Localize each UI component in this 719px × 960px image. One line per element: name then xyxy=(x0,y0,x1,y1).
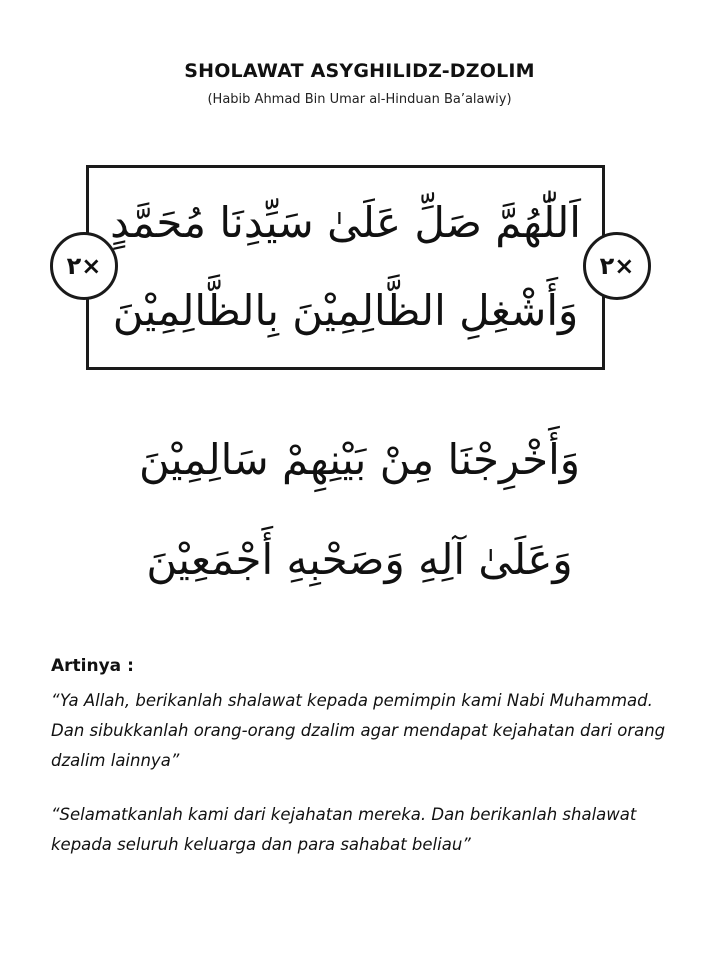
page-subtitle: (Habib Ahmad Bin Umar al-Hinduan Ba’alawiy) xyxy=(207,92,512,107)
verse-box xyxy=(86,165,605,370)
translation-label: Artinya : xyxy=(51,656,134,676)
page-title: SHOLAWAT ASYGHILIDZ-DZOLIM xyxy=(184,60,535,82)
repeat-badge-right: ٢× xyxy=(583,232,651,300)
arabic-verse-line-1: اَللّٰهُمَّ صَلِّ عَلَىٰ سَيِّدِنَا مُحَمَّدٍ xyxy=(110,198,581,247)
arabic-verse-line-3: وَأَخْرِجْنَا مِنْ بَيْنِهِمْ سَالِمِيْنَ xyxy=(138,435,581,484)
repeat-badge-left: ٢× xyxy=(50,232,118,300)
arabic-verse-line-4: وَعَلَىٰ آلِهِ وَصَحْبِهِ أَجْمَعِيْنَ xyxy=(146,535,573,584)
translation-paragraph-2: “Selamatkanlah kami dari kejahatan mereka. Dan berikanlah shalawat kepada seluruh keluarga dan para sahabat beliau” xyxy=(51,805,637,854)
arabic-verse-line-2: وَأَشْغِلِ الظَّالِمِيْنَ بِالظَّالِمِيْنَ xyxy=(112,286,579,335)
translation-paragraph-1: “Ya Allah, berikanlah shalawat kepada pemimpin kami Nabi Muhammad. Dan sibukkanlah orang-orang dzalim agar mendapat kejahatan dari orang dzalim lainnya” xyxy=(51,691,666,770)
